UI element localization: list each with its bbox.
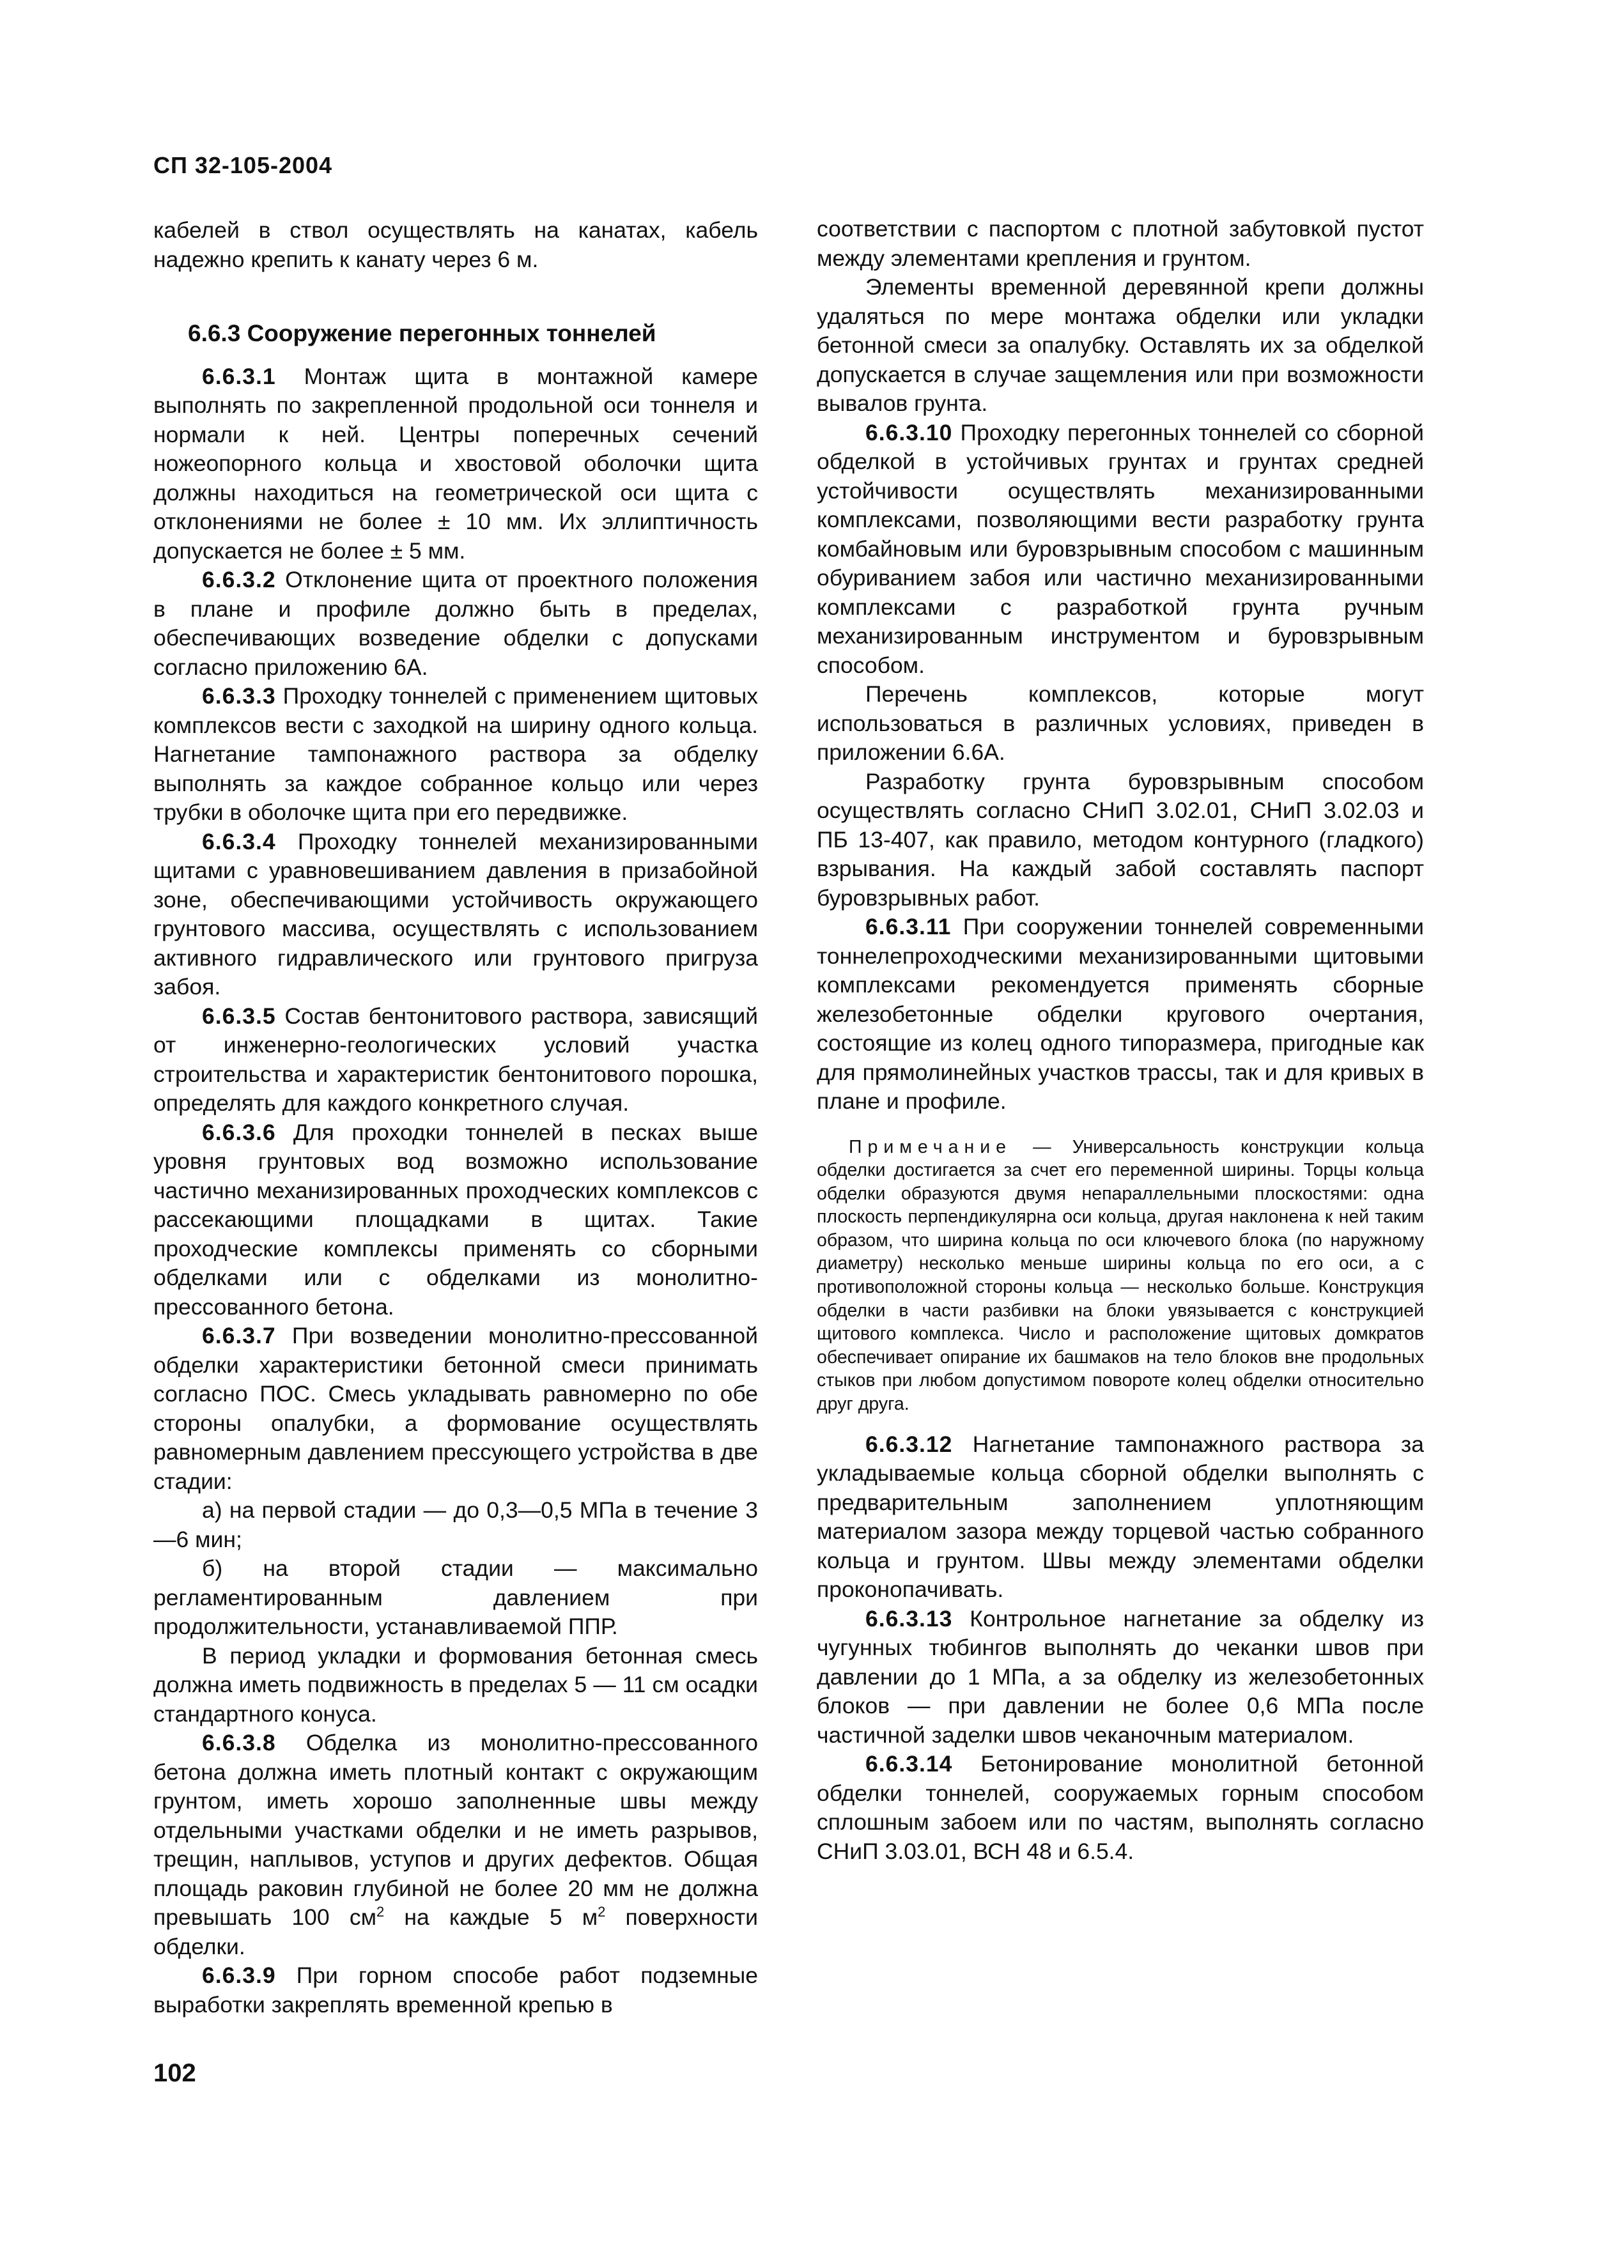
paragraph-6-6-3-9 (153, 1961, 758, 2019)
paragraph-continuation: кабелей в ствол осуществлять на канатах, кабель надежно крепить к канату через 6 м. (153, 217, 758, 272)
paragraph-6-6-3-11 (817, 913, 1424, 1116)
note (817, 1136, 1424, 1416)
paragraph-mobility: В период укладки и формования бетонная смесь должна иметь подвижность в пределах 5 — 11 см осадки стандартного конуса. (153, 1642, 758, 1727)
clause-text: Проходку тоннелей с применением щитовых комплексов вести с заходкой на ширину одного кольца. Нагнетание тампонажного раствора за обделку выполнять за каждое собранное кольцо или через трубки в оболочке щита при его передвижке. (153, 683, 758, 825)
page-number: 102 (153, 2059, 196, 2087)
note-text: — Универсальность конструкции кольца обделки достигается за счет его переменной ширины. Торцы кольца обделки образуются двумя непараллельными плоскостями: одна плоскость перпендикулярна оси кольца, другая наклонена к ней таким образом, что ширина кольца по оси ключевого блока (по наружному диаметру) несколько меньше ширины кольца по его оси, а с противоположной стороны кольца — несколько больше. Конструкция обделки в части разбивки на блоки увязывается с конструкцией щитового комплекса. Число и расположение щитовых домкратов обеспечивает опирание их башмаков на тело блоков вне продольных стыков при любом допустимом повороте колец обделки относительно друг друга. (817, 1136, 1424, 1415)
clause-text: Обделка из монолитно-прессованного бетона должна иметь плотный контакт с окружающим грунтом, иметь хорошо заполненные швы между отдельными участками обделки и не иметь разрывов, трещин, наплывов, уступов и других дефектов. Общая площадь раковин глубиной не более 20 мм не должна превышать 100 см (153, 1730, 758, 1930)
note-label: Примечание (849, 1136, 1012, 1157)
superscript: 2 (598, 1904, 606, 1920)
clause-number: 6.6.3.8 (202, 1730, 276, 1755)
clause-text: Монтаж щита в монтажной камере выполнять по закрепленной продольной оси тоннеля и нормали к ней. Центры поперечных сечений ножеопорного кольца и хвостовой оболочки щита должны находиться на геометрической оси щита с отклонениями не более ± 10 мм. Их эллиптичность допускается не более ± 5 мм. (153, 363, 758, 564)
right-column (817, 215, 1424, 1866)
clause-text: При возведении монолитно-прессованной обделки характеристики бетонной смеси принимать согласно ПОС. Смесь укладывать равномерно по обе стороны опалубки, а формование осуществлять равномерным давлением прессующего устройства в две стадии: (153, 1323, 758, 1494)
paragraph-6-6-3-8 (153, 1729, 758, 1961)
paragraph-blasting: Разработку грунта буровзрывным способом осуществлять согласно СНиП 3.02.01, СНиП 3.02.03 и ПБ 13-407, как правило, методом контурного (гладкого) взрывания. На каждый забой составлять паспорт буровзрывных работ. (817, 768, 1424, 911)
clause-number: 6.6.3.12 (865, 1431, 953, 1457)
paragraph-6-6-3-7 (153, 1322, 758, 1496)
clause-number: 6.6.3.5 (202, 1003, 276, 1029)
clause-text: поверхности обделки. (153, 1904, 758, 1959)
clause-text: Для проходки тоннелей в песках выше уровня грунтовых вод возможно использование частично механизированных проходческих комплексов с рассекающими площадками в щитах. Такие проходческие комплексы применять со сборными обделками или с обделками из монолитно-прессованного бетона. (153, 1119, 758, 1320)
paragraph-6-6-3-6 (153, 1118, 758, 1322)
paragraph-6-6-3-14 (817, 1750, 1424, 1866)
paragraph-complex-list: Перечень комплексов, которые могут использоваться в различных условиях, приведен в приложении 6.6А. (817, 681, 1424, 765)
clause-number: 6.6.3.3 (202, 683, 276, 709)
left-column (153, 216, 758, 2019)
list-item-a: а) на первой стадии — до 0,3—0,5 МПа в течение 3—6 мин; (153, 1497, 758, 1552)
clause-text: Отклонение щита от проектного положения в плане и профиле должно быть в пределах, обеспечивающих возведение обделки с допусками согласно приложению 6А. (153, 567, 758, 680)
clause-number: 6.6.3.2 (202, 567, 276, 592)
document-header: СП 32-105-2004 (153, 152, 333, 178)
section-title: 6.6.3 Сооружение перегонных тоннелей (188, 320, 656, 346)
paragraph-6-6-3-4 (153, 828, 758, 1002)
clause-number: 6.6.3.1 (202, 363, 276, 389)
clause-number: 6.6.3.9 (202, 1963, 276, 1988)
superscript: 2 (376, 1904, 385, 1920)
paragraph-continuation: соответствии с паспортом с плотной забутовкой пустот между элементами крепления и грунтом. (817, 216, 1424, 271)
paragraph-6-6-3-3 (153, 682, 758, 828)
clause-number: 6.6.3.7 (202, 1323, 276, 1348)
paragraph-temporary-support: Элементы временной деревянной крепи должны удаляться по мере монтажа обделки или укладки бетонной смеси за опалубку. Оставлять их за обделкой допускается в случае защемления или при возможности вывалов грунта. (817, 274, 1424, 416)
paragraph-6-6-3-1 (153, 362, 758, 566)
clause-text: Нагнетание тампонажного раствора за укладываемые кольца сборной обделки выполнять с предварительным заполнением уплотняющим материалом зазора между торцевой частью собранного кольца и грунтом. Швы между элементами обделки проконопачивать. (817, 1431, 1424, 1603)
clause-number: 6.6.3.14 (865, 1751, 953, 1777)
clause-text: Проходку тоннелей механизированными щитами с уравновешиванием давления в призабойной зоне, обеспечивающими устойчивость окружающего грунтового массива, осуществлять с использованием активного гидравлического или грунтового пригруза забоя. (153, 828, 758, 999)
clause-text: При сооружении тоннелей современными тоннелепроходческими механизированными щитовыми комплексами рекомендуется применять сборные железобетонные обделки кругового очертания, состоящие из колец одного типоразмера, пригодные как для прямолинейных участков трассы, так и для кривых в плане и профиле. (817, 914, 1424, 1114)
paragraph-6-6-3-10 (817, 419, 1424, 681)
clause-text: При горном способе работ подземные выработки закреплять временной крепью в (153, 1963, 758, 2017)
paragraph-6-6-3-12 (817, 1430, 1424, 1605)
clause-number: 6.6.3.4 (202, 828, 276, 854)
clause-text: Контрольное нагнетание за обделку из чугунных тюбингов выполнять до чеканки швов при давлении до 1 МПа, а за обделку из железобетонных блоков — при давлении не более 0,6 МПа после частичной заделки швов чеканочным материалом. (817, 1605, 1424, 1748)
clause-number: 6.6.3.10 (865, 419, 953, 445)
clause-text: Состав бентонитового раствора, зависящий от инженерно-геологических условий участка строительства и характеристик бентонитового порошка, определять для каждого конкретного случая. (153, 1003, 758, 1116)
clause-text: Проходку перегонных тоннелей со сборной обделкой в устойчивых грунтах и грунтах средней устойчивости осуществлять механизированными комплексами, позволяющими вести разработку грунта комбайновым или буровзрывным способом с машинным обуриванием забоя или частично механизированными комплексами с разработкой грунта ручным механизированным инструментом и буровзрывным способом. (817, 419, 1424, 678)
clause-number: 6.6.3.6 (202, 1119, 276, 1145)
clause-number: 6.6.3.11 (865, 914, 952, 939)
paragraph-6-6-3-5 (153, 1002, 758, 1118)
list-item-b: б) на второй стадии — максимально регламентированным давлением при продолжительности, устанавливаемой ППР. (153, 1555, 758, 1639)
clause-number: 6.6.3.13 (865, 1605, 953, 1632)
clause-text: на каждые 5 м (384, 1904, 598, 1930)
paragraph-6-6-3-13 (817, 1605, 1424, 1750)
clause-text: Бетонирование монолитной бетонной обделки тоннелей, сооружаемых горным способом сплошным забоем или по частям, выполнять согласно СНиП 3.03.01, ВСН 48 и 6.5.4. (817, 1751, 1424, 1864)
paragraph-6-6-3-2 (153, 566, 758, 682)
